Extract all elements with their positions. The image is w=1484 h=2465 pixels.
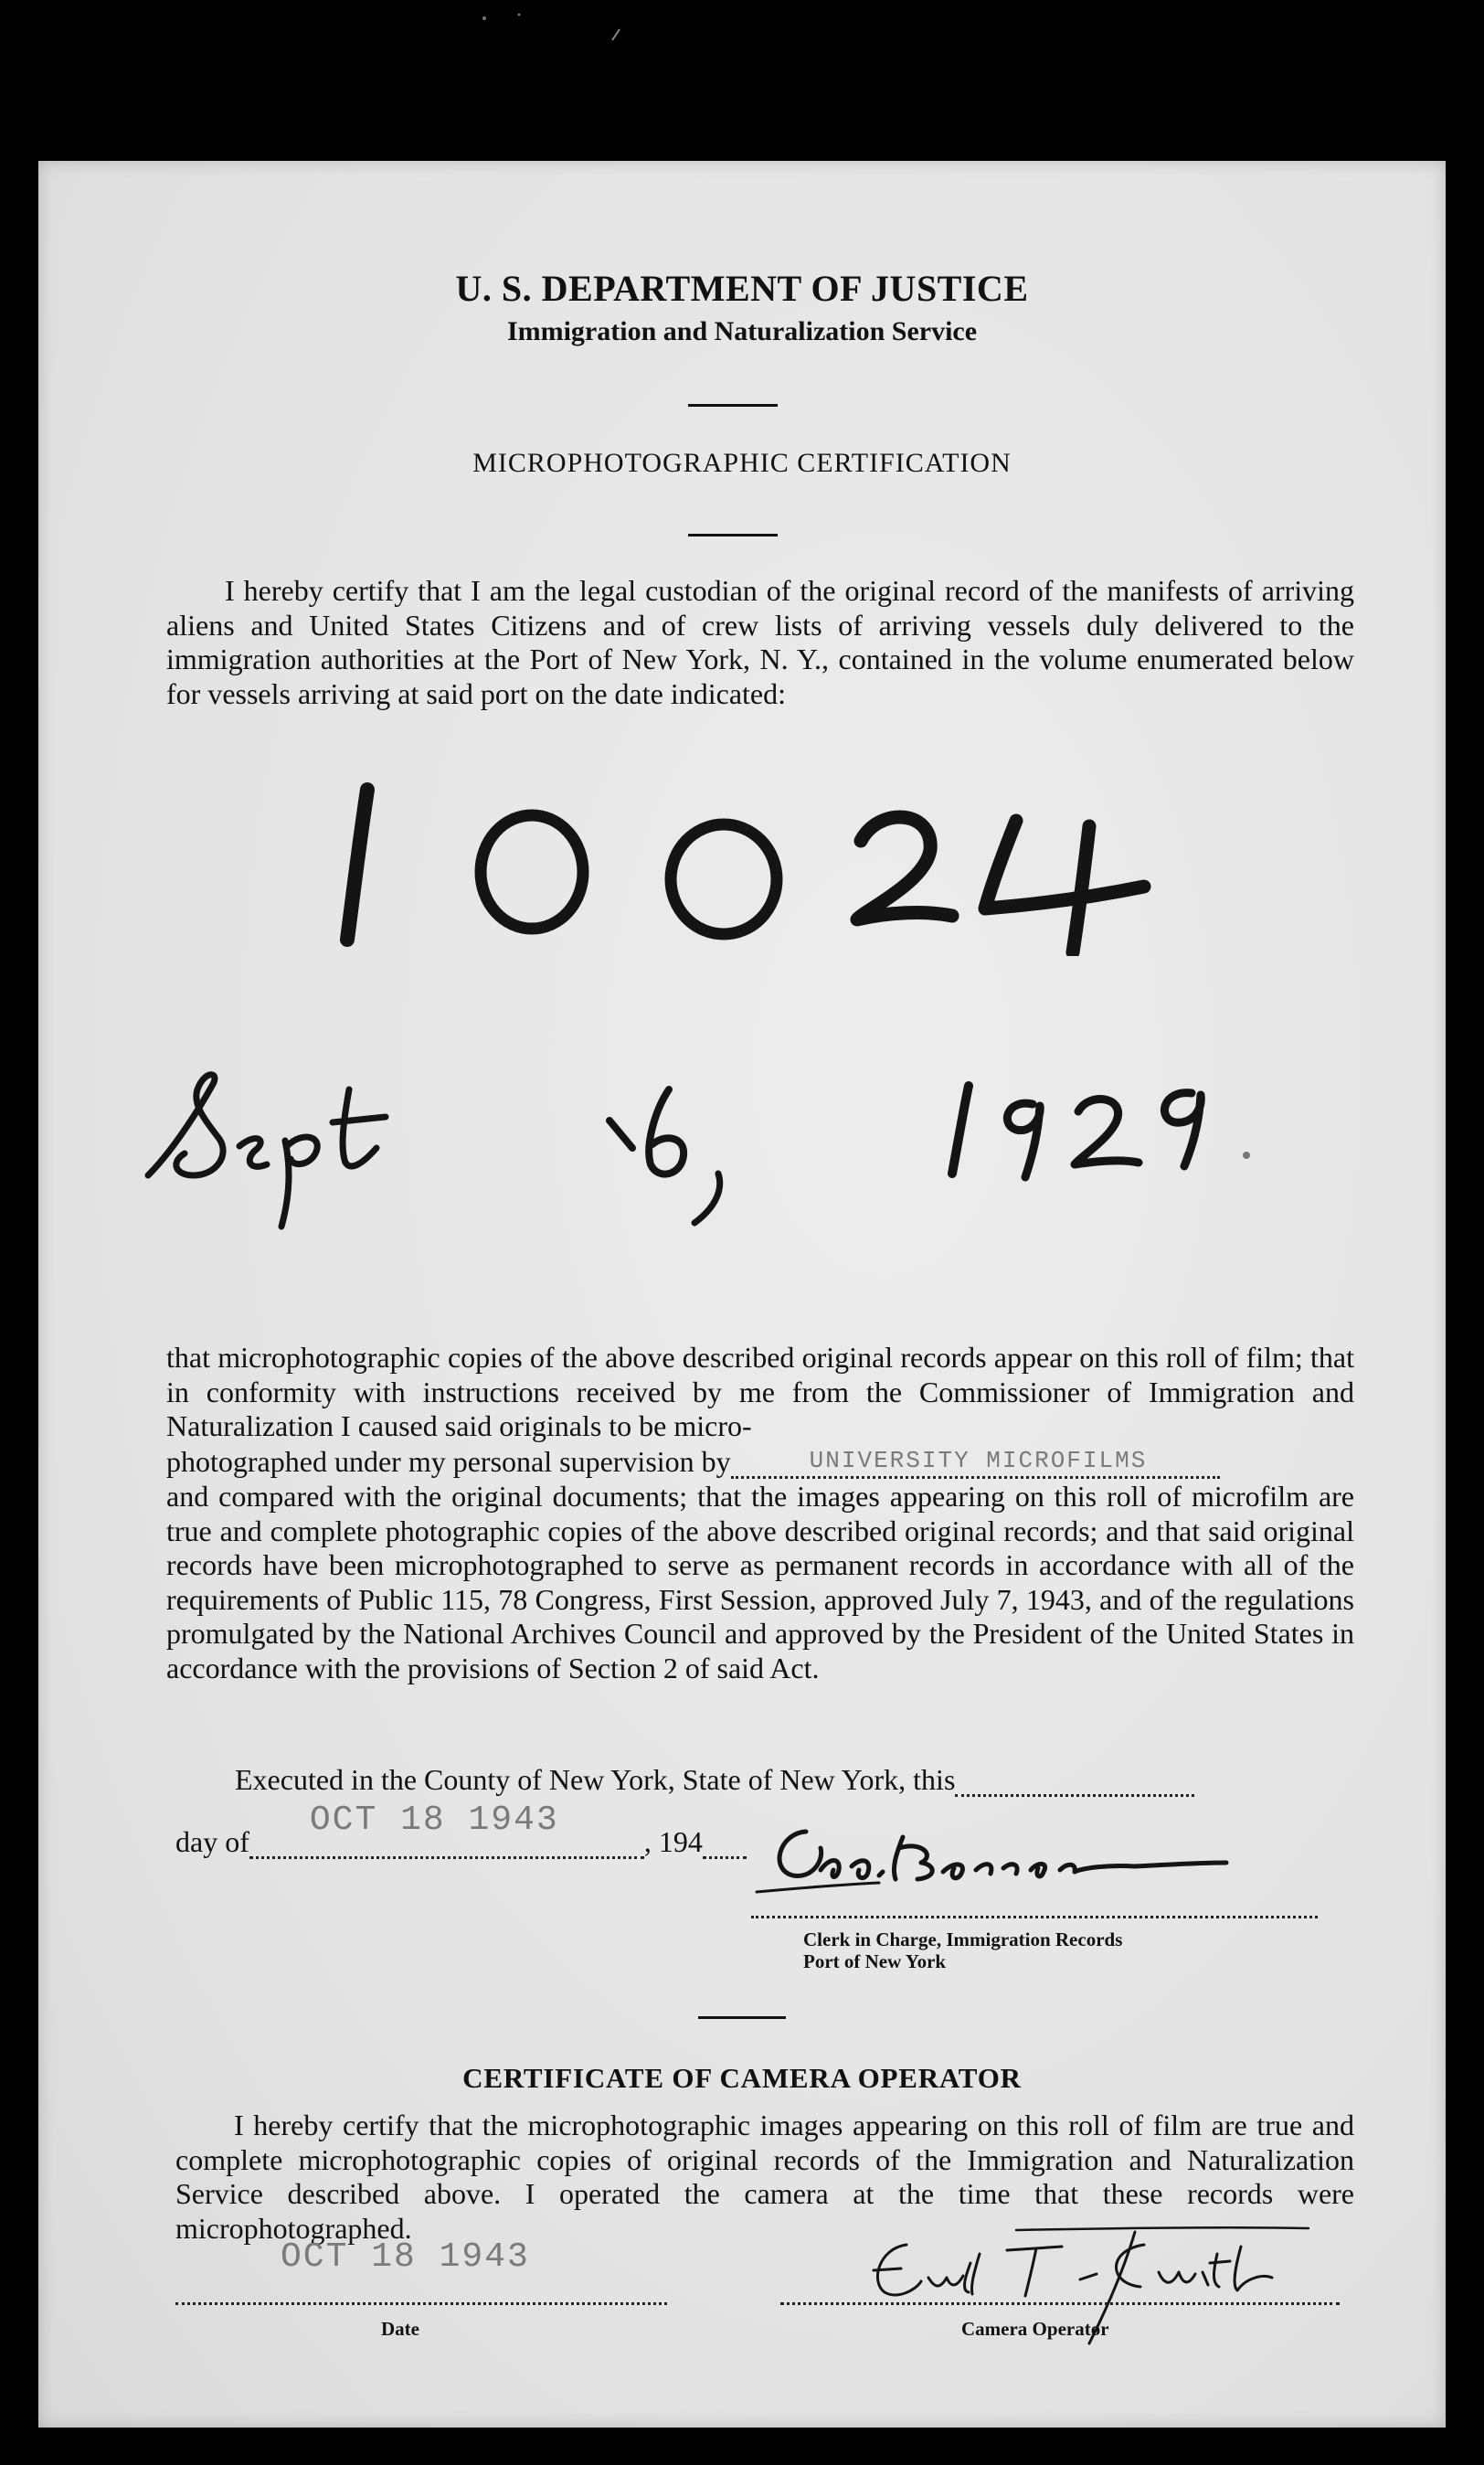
camera-operator-signature bbox=[833, 2226, 1400, 2345]
header-divider-rule bbox=[688, 404, 778, 407]
camera-operator-heading: CERTIFICATE OF CAMERA OPERATOR bbox=[462, 2062, 1022, 2094]
service-subtitle: Immigration and Naturalization Service bbox=[506, 316, 978, 346]
day-of-label: day of bbox=[175, 1825, 249, 1858]
date-signature-line bbox=[175, 2302, 667, 2305]
form-title: MICROPHOTOGRAPHIC CERTIFICATION bbox=[472, 448, 1012, 478]
clerk-title-line-2: Port of New York bbox=[803, 1950, 947, 1972]
year-prefix: , 194 bbox=[643, 1825, 703, 1858]
day-of-line bbox=[175, 1801, 747, 1859]
clerk-title-line-1: Clerk in Charge, Immigration Records bbox=[803, 1928, 1123, 1950]
camera-operator-label: Camera Operator bbox=[961, 2318, 1109, 2340]
executed-line bbox=[235, 1762, 1194, 1797]
intro-paragraph: I hereby certify that I am the legal custodian of the original record of the manifests of arriving aliens and United States Citizens and of crew lists of arriving vessels duly delivered to the immigration authorities at the Port of New York, N. Y., contained in the volume enumerated below for vessels arriving at said port on the date indicated: bbox=[166, 574, 1354, 710]
executed-day-fill-line bbox=[955, 1769, 1194, 1797]
supervision-line bbox=[166, 1444, 1220, 1479]
operator-signature-line bbox=[780, 2302, 1340, 2305]
handwritten-date bbox=[121, 1038, 1272, 1239]
clerk-signature bbox=[742, 1815, 1290, 1916]
day-of-fill-line bbox=[249, 1801, 644, 1859]
date-label: Date bbox=[381, 2318, 419, 2340]
title-divider-rule bbox=[688, 534, 778, 537]
scan-speck-marks bbox=[475, 7, 640, 44]
supervision-prefix: photographed under my personal supervision by bbox=[166, 1445, 731, 1478]
supervisor-fill-line bbox=[731, 1449, 1220, 1479]
supervisor-stamp: UNIVERSITY MICROFILMS bbox=[809, 1447, 1148, 1474]
certificate-document bbox=[38, 161, 1446, 2428]
year-fill-line bbox=[703, 1831, 747, 1859]
operator-date-stamp: OCT 18 1943 bbox=[281, 2237, 530, 2277]
clerk-date-stamp: OCT 18 1943 bbox=[309, 1801, 559, 1840]
body-paragraph-2: and compared with the original documents; that the images appearing on this roll of microfilm are true and complete photographic copies of the above described original records; and that said original records have been microphotographed to serve as permanent records in accordance with all of the requirements of Public 115, 78 Congress, First Session, approved July 7, 1943, and of the regulations promulgated by the National Archives Council and approved by the President of the United States in accordance with the provisions of Section 2 of said Act. bbox=[166, 1480, 1354, 1684]
executed-text: Executed in the County of New York, State of New York, this bbox=[235, 1763, 956, 1796]
camera-operator-paragraph: I hereby certify that the microphotographic images appearing on this roll of film are true and complete microphotographic copies of original records of the Immigration and Naturalization Service described above. I operated the camera at the time that these records were microphotographed. bbox=[175, 2109, 1354, 2245]
department-title: U. S. DEPARTMENT OF JUSTICE bbox=[455, 268, 1029, 309]
body-paragraph-1: that microphotographic copies of the above described original records appear on this roll of film; that in conformity with instructions received by me from the Commissioner of Immigration and Naturalization I caused said originals to be micro- bbox=[166, 1341, 1354, 1442]
clerk-signature-line bbox=[751, 1916, 1318, 1918]
operator-section-divider-rule bbox=[698, 2016, 786, 2019]
handwritten-volume-number bbox=[294, 773, 1299, 956]
